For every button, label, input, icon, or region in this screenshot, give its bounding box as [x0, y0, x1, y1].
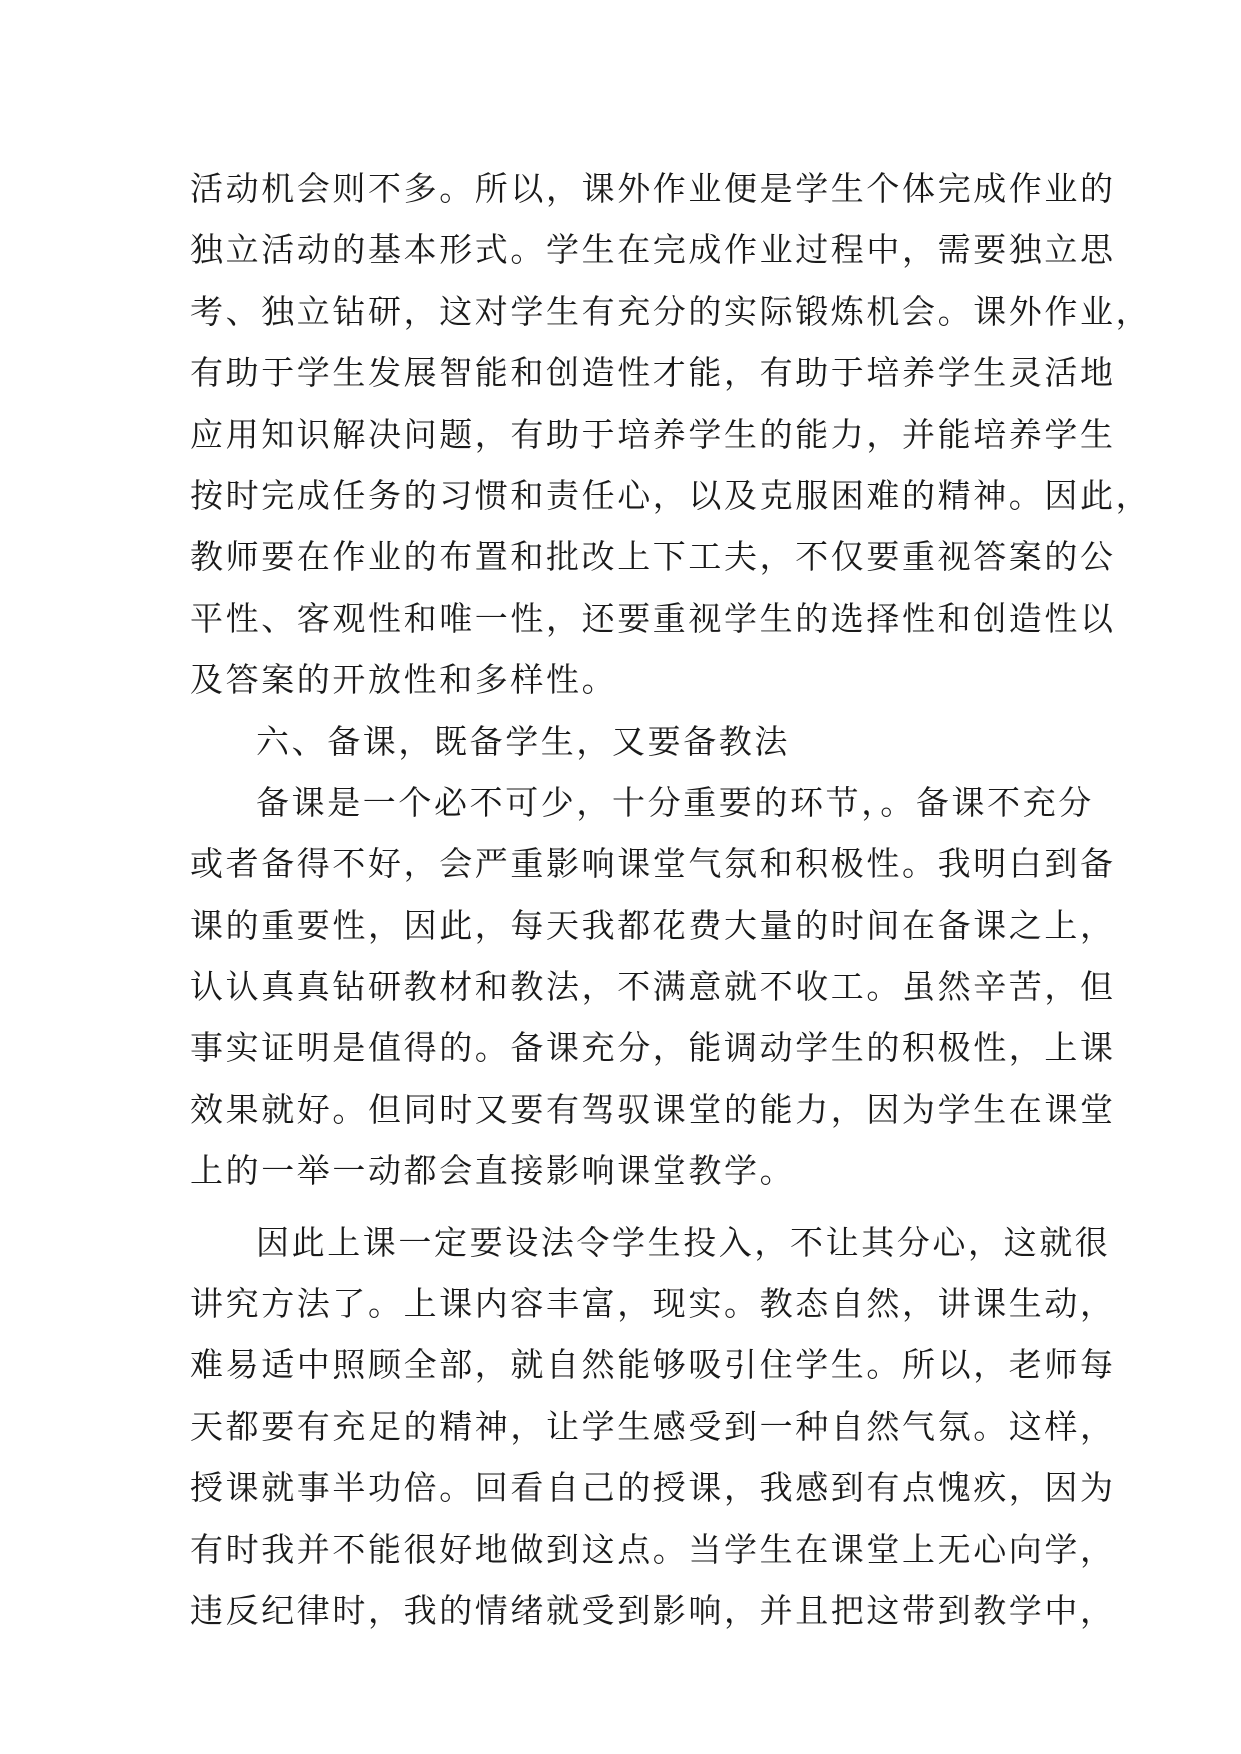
text-line: 违反纪律时，我的情绪就受到影响，并且把这带到教学中， — [190, 1590, 1116, 1630]
body-text — [190, 158, 1152, 1641]
text-line: 讲究方法了。上课内容丰富，现实。教态自然，讲课生动， — [190, 1284, 1116, 1324]
text-line: 效果就好。但同时又要有驾驭课堂的能力，因为学生在课堂 — [190, 1089, 1116, 1129]
text-line: 认认真真钻研教材和教法，不满意就不收工。虽然辛苦，但 — [190, 967, 1116, 1007]
text-line: 考、独立钻研，这对学生有充分的实际锻炼机会。课外作业， — [190, 291, 1152, 331]
text-line: 上的一举一动都会直接影响课堂教学。 — [190, 1151, 796, 1191]
text-line: 难易适中照顾全部，就自然能够吸引住学生。所以，老师每 — [190, 1345, 1116, 1385]
text-line: 课的重要性，因此，每天我都花费大量的时间在备课之上， — [190, 905, 1116, 945]
text-line: 活动机会则不多。所以，课外作业便是学生个体完成作业的 — [190, 169, 1116, 208]
paragraph-first-line: 备课是一个必不可少，十分重要的环节，。备课不充分 — [256, 782, 1094, 822]
text-line: 授课就事半功倍。回看自己的授课，我感到有点愧疚，因为 — [190, 1468, 1116, 1508]
paragraph-first-line: 因此上课一定要设法令学生投入，不让其分心，这就很 — [256, 1222, 1111, 1262]
text-line: 有时我并不能很好地做到这点。当学生在课堂上无心向学， — [190, 1529, 1116, 1569]
text-line: 独立活动的基本形式。学生在完成作业过程中，需要独立思 — [190, 230, 1116, 270]
text-line: 天都要有充足的精神，让学生感受到一种自然气氛。这样， — [190, 1406, 1116, 1446]
text-line: 有助于学生发展智能和创造性才能，有助于培养学生灵活地 — [190, 353, 1116, 393]
text-line: 教师要在作业的布置和批改上下工夫，不仅要重视答案的公 — [190, 537, 1116, 577]
text-line: 或者备得不好，会严重影响课堂气氛和积极性。我明白到备 — [190, 844, 1116, 884]
text-line: 平性、客观性和唯一性，还要重视学生的选择性和创造性以 — [190, 598, 1116, 638]
text-line: 事实证明是值得的。备课充分，能调动学生的积极性，上课 — [190, 1028, 1116, 1068]
text-line: 应用知识解决问题，有助于培养学生的能力，并能培养学生 — [190, 414, 1116, 454]
text-line: 按时完成任务的习惯和责任心，以及克服困难的精神。因此， — [190, 475, 1152, 515]
section-heading: 六、备课，既备学生，又要备教法 — [256, 721, 790, 761]
text-line: 及答案的开放性和多样性。 — [190, 660, 618, 700]
